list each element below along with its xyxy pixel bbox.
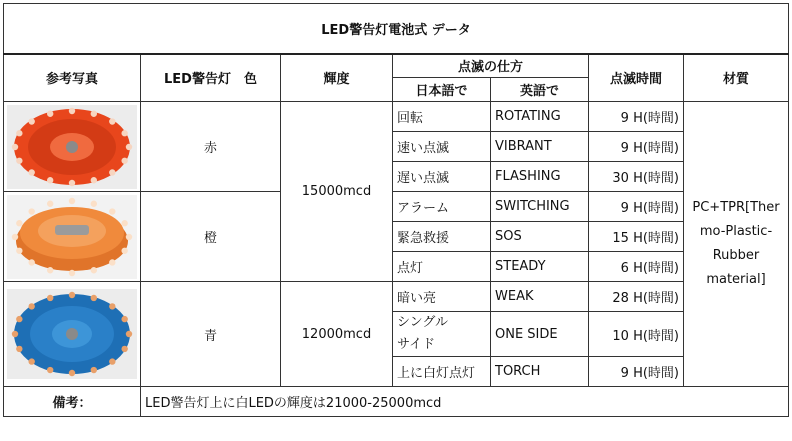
led-dot <box>91 200 97 206</box>
mode-jp: 遅い点滅 <box>393 162 491 192</box>
led-dot <box>121 316 127 322</box>
led-dot <box>47 267 53 273</box>
led-dot <box>47 110 53 116</box>
table-row <box>4 192 789 222</box>
mode-en: FLASHING <box>491 162 589 192</box>
mode-time: 9 H(時間) <box>589 132 684 162</box>
led-dot <box>121 346 127 352</box>
color-orange: 橙 <box>141 192 281 282</box>
material-cell <box>684 102 789 387</box>
mode-time: 28 H(時間) <box>589 282 684 312</box>
header-pattern: 点滅の仕方 <box>393 54 589 78</box>
red-warning-light-photo <box>7 105 137 189</box>
led-dot <box>16 157 22 163</box>
mode-jp: 緊急救援 <box>393 222 491 252</box>
material-line: Rubber <box>712 248 760 263</box>
led-dot <box>69 107 75 113</box>
led-dot <box>69 292 75 298</box>
led-dot <box>109 169 115 175</box>
led-dot <box>16 316 22 322</box>
led-dot <box>121 220 127 226</box>
led-dot <box>109 259 115 265</box>
led-dot <box>69 197 75 203</box>
note-row <box>4 387 789 417</box>
mode-en: VIBRANT <box>491 132 589 162</box>
mode-en: SOS <box>491 222 589 252</box>
mode-jp: 暗い亮 <box>393 282 491 312</box>
led-dot <box>47 295 53 301</box>
photo-cell-orange <box>4 192 141 282</box>
mode-time: 6 H(時間) <box>589 252 684 282</box>
led-dot <box>109 303 115 309</box>
led-dot <box>47 177 53 183</box>
table-row <box>4 102 789 132</box>
mode-jp-line: シングル <box>397 315 449 330</box>
led-dot <box>109 208 115 214</box>
led-dot <box>121 247 127 253</box>
led-dot <box>69 269 75 275</box>
spec-table <box>3 3 789 417</box>
mode-time: 9 H(時間) <box>589 357 684 387</box>
blue-warning-light-photo <box>7 289 137 379</box>
mode-time: 30 H(時間) <box>589 162 684 192</box>
table-title: LED警告灯電池式 データ <box>4 4 789 54</box>
led-dot <box>91 177 97 183</box>
mode-time: 15 H(時間) <box>589 222 684 252</box>
photo-cell-blue <box>4 282 141 387</box>
header-duration: 点滅時間 <box>589 54 684 102</box>
led-dot <box>126 143 132 149</box>
led-dot <box>91 110 97 116</box>
led-dot <box>109 358 115 364</box>
led-dot <box>91 295 97 301</box>
mode-en: STEADY <box>491 252 589 282</box>
material-line: material] <box>706 272 766 287</box>
mode-time: 10 H(時間) <box>589 312 684 357</box>
note-text: LED警告灯上に白LEDの輝度は21000-25000mcd <box>141 387 789 417</box>
led-dot <box>28 118 34 124</box>
material-line: mo-Plastic- <box>699 224 773 239</box>
header-brightness: 輝度 <box>281 54 393 102</box>
header-material: 材質 <box>684 54 789 102</box>
mode-jp: 回転 <box>393 102 491 132</box>
led-dot <box>126 233 132 239</box>
led-dot <box>109 118 115 124</box>
led-dot <box>16 130 22 136</box>
note-label: 備考： <box>4 387 141 417</box>
photo-cell-red <box>4 102 141 192</box>
table-row <box>4 282 789 312</box>
led-dot <box>28 303 34 309</box>
orange-warning-light-photo <box>7 195 137 279</box>
mode-jp <box>393 312 491 357</box>
mode-en: ROTATING <box>491 102 589 132</box>
mode-en: TORCH <box>491 357 589 387</box>
brightness-12000: 12000mcd <box>281 282 393 387</box>
led-dot <box>12 143 18 149</box>
color-red: 赤 <box>141 102 281 192</box>
header-japanese: 日本語で <box>393 78 491 102</box>
mode-time: 9 H(時間) <box>589 192 684 222</box>
header-photo: 参考写真 <box>4 54 141 102</box>
led-dot <box>16 247 22 253</box>
led-dot <box>47 200 53 206</box>
material-line: PC+TPR[Ther <box>692 200 780 215</box>
led-dot <box>69 370 75 376</box>
led-dot <box>47 367 53 373</box>
led-dot <box>121 157 127 163</box>
led-dot <box>12 233 18 239</box>
led-dot <box>12 331 18 337</box>
led-dot <box>28 208 34 214</box>
header-english: 英語で <box>491 78 589 102</box>
header-color: LED警告灯 色 <box>141 54 281 102</box>
mode-jp: 速い点滅 <box>393 132 491 162</box>
led-dot <box>16 220 22 226</box>
led-dot <box>28 358 34 364</box>
mode-jp: 点灯 <box>393 252 491 282</box>
mode-en: ONE SIDE <box>491 312 589 357</box>
color-blue: 青 <box>141 282 281 387</box>
mode-en: SWITCHING <box>491 192 589 222</box>
led-dot <box>69 179 75 185</box>
spec-sheet <box>3 3 788 427</box>
led-dot <box>91 367 97 373</box>
mode-jp: 上に白灯点灯 <box>393 357 491 387</box>
mode-time: 9 H(時間) <box>589 102 684 132</box>
led-dot <box>28 259 34 265</box>
led-dot <box>91 267 97 273</box>
mode-jp-line: サイド <box>397 337 436 352</box>
led-dot <box>126 331 132 337</box>
mode-en: WEAK <box>491 282 589 312</box>
brightness-15000: 15000mcd <box>281 102 393 282</box>
led-dot <box>121 130 127 136</box>
mode-jp: アラーム <box>393 192 491 222</box>
led-dot <box>28 169 34 175</box>
led-dot <box>16 346 22 352</box>
